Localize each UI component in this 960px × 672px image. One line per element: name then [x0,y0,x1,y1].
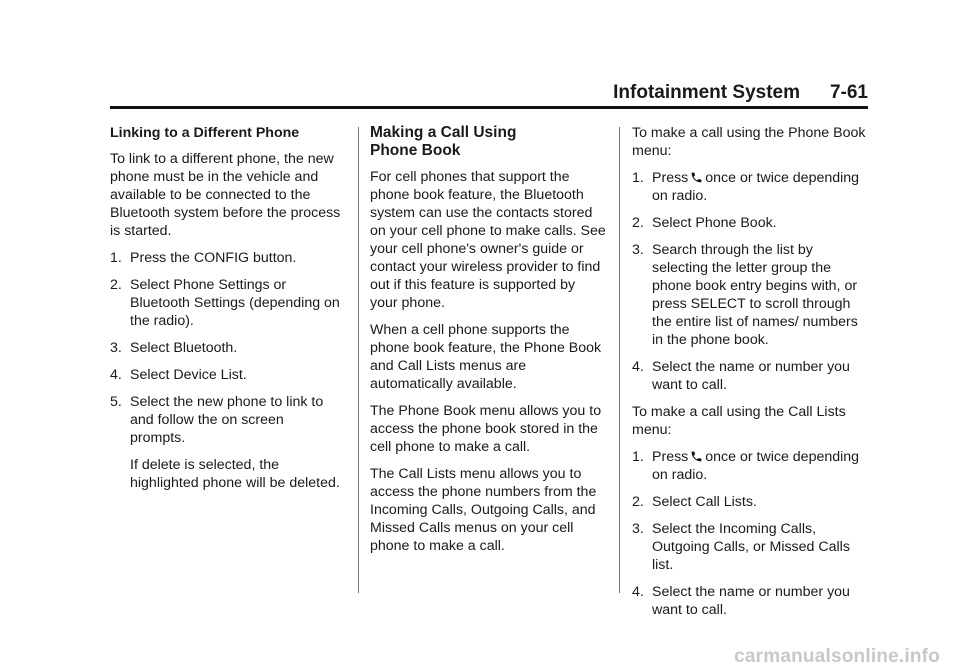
step-number: 4. [632,359,644,375]
list-item [632,493,868,511]
step-number: 2. [632,215,644,231]
paragraph: The Phone Book menu allows you to access the phone book stored in the cell phone to make a call. [370,403,602,455]
steps-list [632,169,868,394]
list-item [632,214,868,232]
step-text: Search through the list by selecting the letter group the phone book entry begins with, or press SELECT to scroll through the entire list of names/ numbers in the phone book. [652,242,858,348]
paragraph: To make a call using the Phone Book menu: [632,125,866,159]
step-text: Press the CONFIG button. [130,250,297,266]
paragraph: When a cell phone supports the phone book feature, the Phone Book and Call Lists menus are automatically available. [370,322,602,392]
step-text-after: once or twice depending on radio. [652,170,860,204]
list-item [632,448,868,484]
step-number: 3. [632,242,644,258]
list-item [110,249,342,267]
column-linking-phone [110,124,342,501]
column-make-call [632,124,868,628]
list-item [110,276,342,330]
step-number: 2. [632,494,644,510]
page-header [110,78,868,109]
step-number: 3. [110,340,122,356]
phone-icon [690,450,703,463]
step-text: Select the Incoming Calls, Outgoing Calls, or Missed Calls list. [652,521,850,573]
paragraph: To make a call using the Call Lists menu: [632,404,846,438]
step-text: Select Bluetooth. [130,340,238,356]
paragraph: To link to a different phone, the new phone must be in the vehicle and available to be connected to the Bluetooth system before the process is started. [110,151,341,239]
steps-list [110,249,342,492]
section-title: Infotainment System [613,82,800,103]
step-text: Select Call Lists. [652,494,757,510]
step-text: Select the name or number you want to call. [652,584,850,618]
list-item [632,358,868,394]
list-item [632,241,868,349]
list-item [110,393,342,492]
page-number: 7-61 [829,82,868,103]
step-text: Select the name or number you want to call. [652,359,850,393]
subheading: Linking to a Different Phone [110,125,300,141]
list-item [632,583,868,619]
steps-list [632,448,868,619]
step-number: 1. [632,170,644,186]
paragraph: The Call Lists menu allows you to access the phone numbers from the Incoming Calls, Outgoing Calls, and Missed Calls menus on your cell phone to make a call. [370,466,597,554]
step-number: 4. [632,584,644,600]
step-number: 5. [110,394,122,410]
column-divider [358,127,359,593]
watermark: carmanualsonline.info [734,646,940,667]
step-text-before: Press [652,449,689,465]
heading-line: Making a Call Using [370,124,517,141]
step-number: 1. [632,449,644,465]
step-body [130,393,342,492]
list-item [110,339,342,357]
list-item [632,169,868,205]
step-text: Select Phone Book. [652,215,777,231]
step-text-after: once or twice depending on radio. [652,449,860,483]
step-text: Select Device List. [130,367,247,383]
phone-icon [690,171,703,184]
step-text [652,448,868,484]
heading-line: Phone Book [370,142,461,159]
step-number: 2. [110,277,122,293]
list-item [110,366,342,384]
list-item [632,520,868,574]
section-heading [370,124,606,160]
step-text: Select the new phone to link to and follow the on screen prompts. [130,394,324,446]
step-number: 3. [632,521,644,537]
paragraph: For cell phones that support the phone book feature, the Bluetooth system can use the contacts stored on your cell phone to make calls. See your cell phone's owner's guide or contact your wireless provider to find out if this feature is supported by your phone. [370,169,606,311]
column-phone-book [370,124,606,564]
step-note: If delete is selected, the highlighted phone will be deleted. [130,457,340,491]
column-divider [619,127,620,593]
step-number: 1. [110,250,122,266]
step-number: 4. [110,367,122,383]
step-text: Select Phone Settings or Bluetooth Settings (depending on the radio). [130,277,340,329]
step-text [652,169,868,205]
step-text-before: Press [652,170,689,186]
